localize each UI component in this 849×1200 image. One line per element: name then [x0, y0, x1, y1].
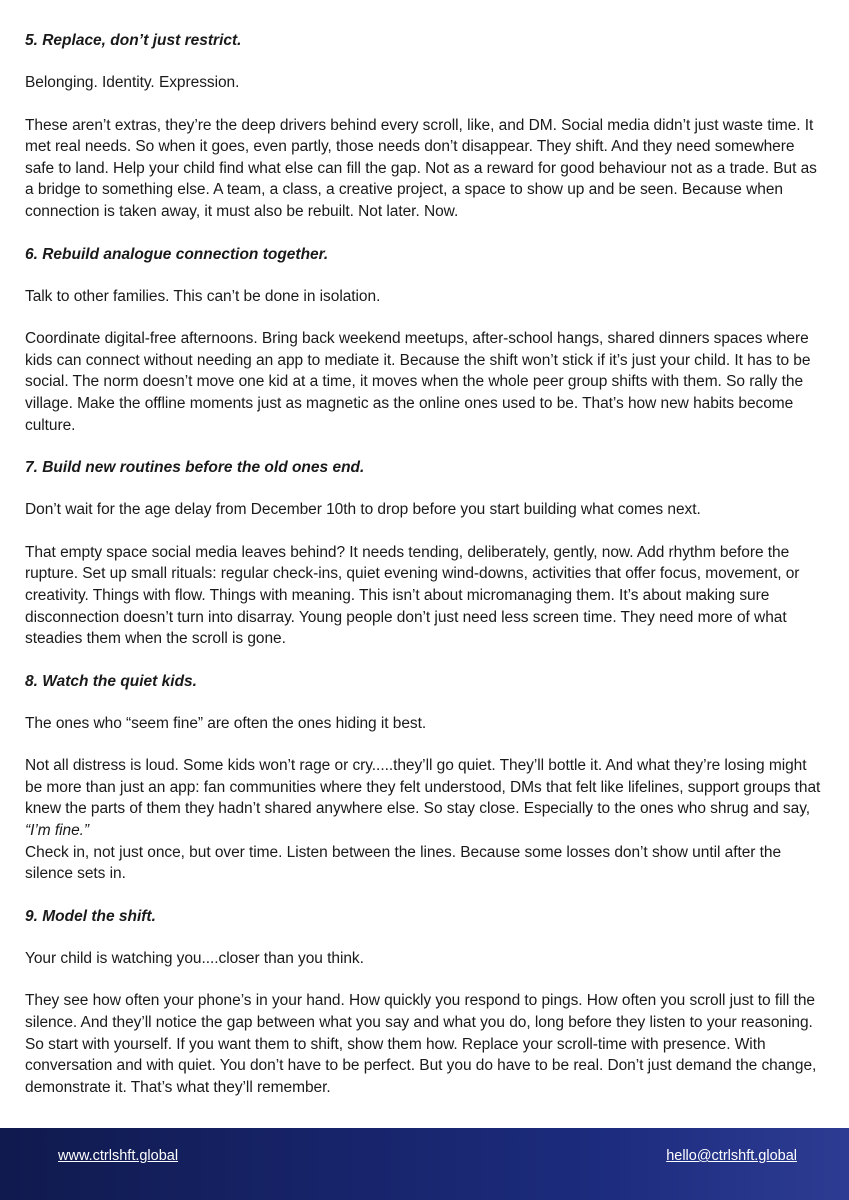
footer-bar — [0, 1128, 849, 1200]
section-lead: The ones who “seem fine” are often the ones hiding it best. — [25, 714, 427, 732]
section-body — [25, 755, 825, 841]
section-heading: 8. Watch the quiet kids. — [25, 672, 197, 690]
section-body: They see how often your phone’s in your hand. How quickly you respond to pings. How often you scroll just to fill the silence. And they’ll notice the gap between what you say and what you do, long before they listen to your reasoning. So start with yourself. If you want them to shift, show them how. Replace your scroll-time with presence. With conversation and with quiet. You don’t have to be perfect. But you do have to be real. Don’t just demand the change, demonstrate it. That’s what they’ll remember. — [25, 992, 817, 1096]
section-heading: 5. Replace, don’t just restrict. — [25, 32, 242, 49]
section-lead: Your child is watching you....closer than you think. — [25, 949, 364, 967]
email-link[interactable]: hello@ctrlshft.global — [666, 1148, 797, 1164]
section-body: That empty space social media leaves behind? It needs tending, deliberately, gently, now. Add rhythm before the rupture. Set up small rituals: regular check-ins, quiet evening wind-downs, activities that offer focus, movement, or creativity. Things with flow. Things with meaning. This isn’t about micromanaging them. It’s about making sure disconnection doesn’t turn into disarray. Young people don’t just need less screen time. They need more of what steadies them when the scroll is gone. — [25, 543, 800, 648]
section-heading: 6. Rebuild analogue connection together. — [25, 245, 329, 263]
section-heading: 9. Model the shift. — [25, 907, 156, 925]
section-body-continued: Check in, not just once, but over time. Listen between the lines. Because some losses don’t show until after the silence sets in. — [25, 843, 782, 883]
section-lead: Talk to other families. This can’t be done in isolation. — [25, 287, 381, 305]
section-body: Coordinate digital-free afternoons. Bring back weekend meetups, after-school hangs, shared dinners spaces where kids can connect without needing an app to mediate it. Because the shift won’t stick if it’s just your child. It has to be social. The norm doesn’t move one kid at a time, it moves when the whole peer group shifts with them. So rally the village. Make the offline moments just as magnetic as the online ones used to be. That’s how new habits become culture. — [25, 330, 811, 434]
section-body: These aren’t extras, they’re the deep drivers behind every scroll, like, and DM. Social media didn’t just waste time. It met real needs. So when it goes, even partly, those needs don’t disappear. They shift. And they need somewhere safe to land. Help your child find what else can fill the gap. Not as a reward for good behaviour not as a trade. But as a bridge to something else. A team, a class, a creative project, a space to show up and be seen. Because when connection is taken away, it must also be rebuilt. Not later. Now. — [25, 116, 817, 220]
website-link[interactable]: www.ctrlshft.global — [58, 1148, 179, 1164]
section-heading: 7. Build new routines before the old ones end. — [25, 459, 365, 477]
section-lead: Don’t wait for the age delay from December 10th to drop before you start building what comes next. — [25, 501, 701, 519]
section-lead: Belonging. Identity. Expression. — [25, 74, 240, 91]
section-body-text: Not all distress is loud. Some kids won’t rage or cry.....they’ll go quiet. They’ll bottle it. And what they’re losing might be more than just an app: fan communities where they felt understood, DMs that felt like lifelines, support groups that knew the parts of them they hadn’t shared anywhere else. So stay close. Especially to the ones who shrug and say, — [25, 757, 821, 818]
section-body-quote: “I’m fine.” — [25, 822, 90, 840]
document-content — [25, 22, 825, 1119]
